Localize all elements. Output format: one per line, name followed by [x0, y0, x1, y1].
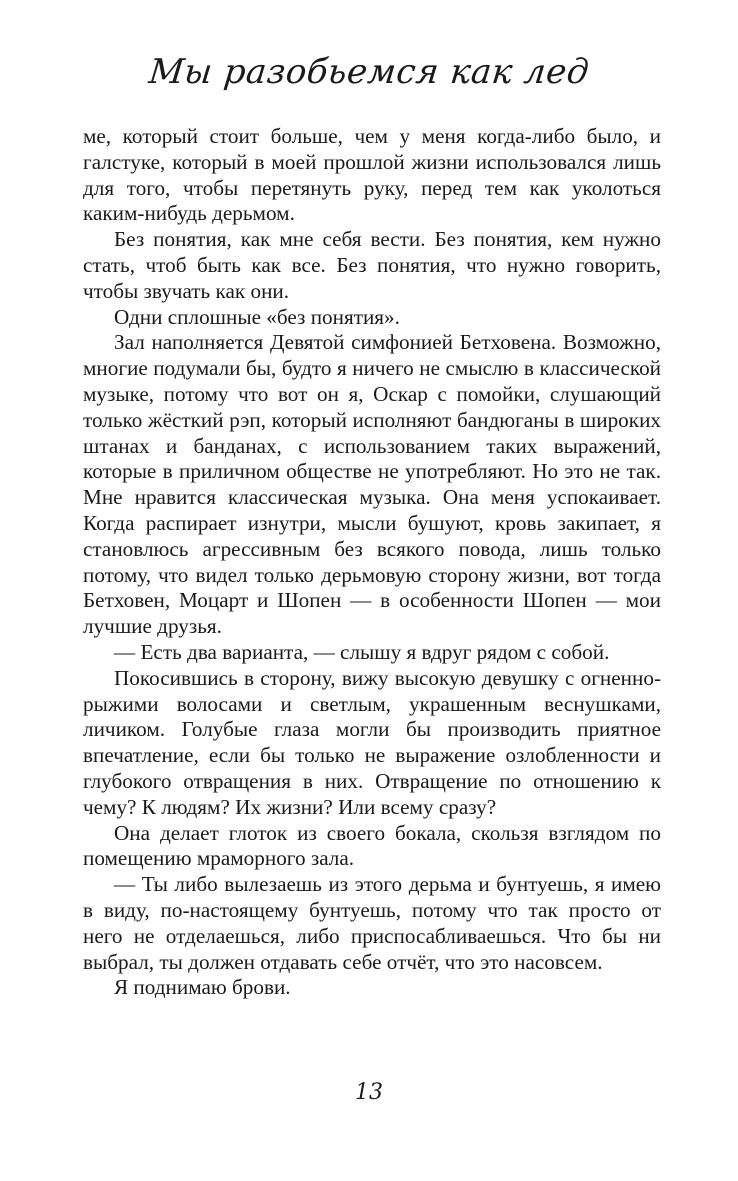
paragraph: — Есть два варианта, — слышу я вдруг рядом с собой.: [114, 639, 610, 664]
page-number: 13: [355, 1080, 383, 1105]
running-head-title: Мы разобьемся как лед: [146, 52, 592, 92]
paragraph: Она делает глоток из своего бокала, скользя взглядом по помещению мраморного зала.: [83, 820, 661, 871]
body-text: [83, 124, 661, 1001]
paragraph: Покосившись в сторону, вижу высокую девушку с огненно-рыжими волосами и светлым, украшенным веснушками, личиком. Голубые глаза могли бы производить приятное впечатление, если бы только не выражение озлобленности и глубокого отвращения в них. Отвращение по отношению к чему? К людям? Их жизни? Или всему сразу?: [83, 665, 661, 819]
paragraph: ме, который стоит больше, чем у меня когда-либо было, и галстуке, который в моей прошлой жизни использовался лишь для того, чтобы перетянуть руку, перед тем как уколоться каким-нибудь дерьмом.: [83, 124, 661, 226]
paragraph: — Ты либо вылезаешь из этого дерьма и бунтуешь, я имею в виду, по-настоящему бунтуешь, потому что так просто от него не отделаешься, либо приспосабливаешься. Что бы ни выбрал, ты должен отдавать себе отчёт, что это насовсем.: [83, 872, 661, 974]
paragraph: Одни сплошные «без понятия».: [114, 304, 400, 329]
paragraph: Я поднимаю брови.: [114, 975, 291, 1000]
paragraph: Зал наполняется Девятой симфонией Бетховена. Возможно, многие подумали бы, будто я ничего не смыслю в классической музыке, потому что вот он я, Оскар с помойки, слушающий только жёсткий рэп, который исполняют бандюганы в широких штанах и банданах, с использованием таких выражений, которые в приличном обществе не употребляют. Но это не так. Мне нравится классическая музыка. Она меня успокаивает. Когда распирает изнутри, мысли бушуют, кровь закипает, я становлюсь агрессивным без всякого повода, лишь только потому, что видел только дерьмовую сторону жизни, вот тогда Бетховен, Моцарт и Шопен — в особенности Шопен — мои лучшие друзья.: [83, 330, 661, 639]
paragraph: Без понятия, как мне себя вести. Без понятия, кем нужно стать, чтоб быть как все. Без понятия, что нужно говорить, чтобы звучать как они.: [83, 227, 661, 303]
